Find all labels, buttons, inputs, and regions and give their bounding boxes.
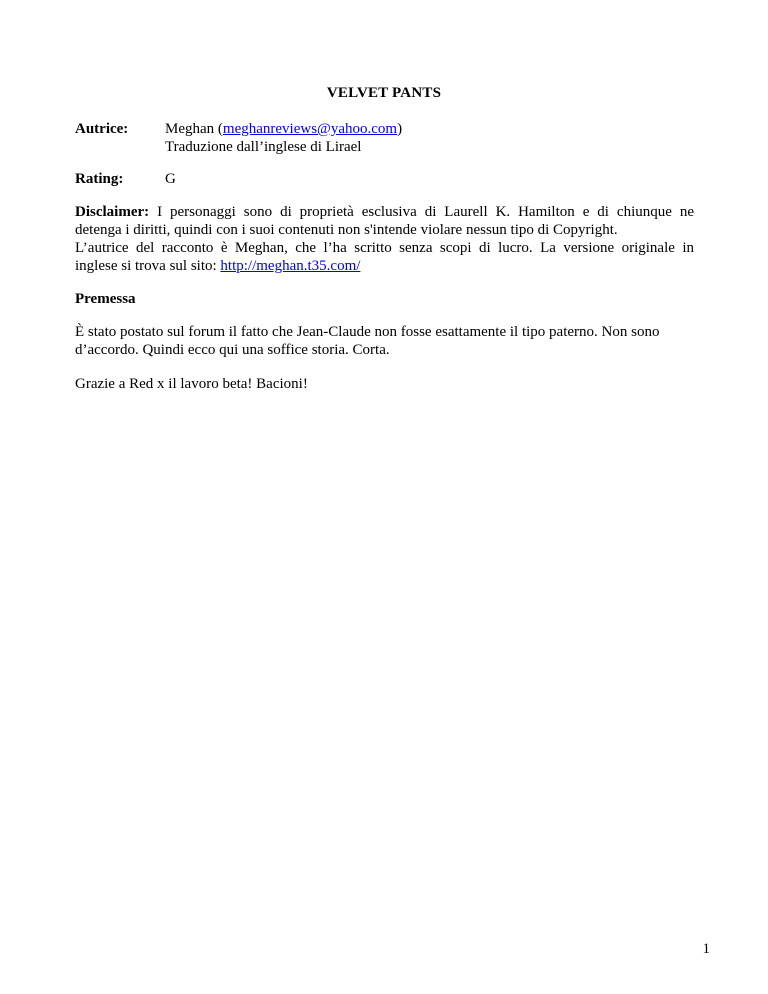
author-close-paren: ) xyxy=(397,121,403,137)
premessa-line-1: È stato postato sul forum il fatto che Jean-Claude non fosse esattamente il tipo paterno. Non sono xyxy=(75,324,660,340)
author-name: Meghan ( xyxy=(165,121,223,137)
rating-label: Rating: xyxy=(75,171,124,187)
author-email-link[interactable]: meghanreviews@yahoo.com xyxy=(222,121,398,137)
disclaimer-line-2: detenga i diritti, quindi con i suoi contenuti non s'intende violare nessun tipo di Copyright. xyxy=(75,222,618,238)
disclaimer-paragraph xyxy=(75,203,694,275)
premessa-heading: Premessa xyxy=(75,291,136,307)
rating-value: G xyxy=(165,171,176,187)
premessa-line-2: d’accordo. Quindi ecco qui una soffice storia. Corta. xyxy=(75,342,390,358)
translation-credit: Traduzione dall’inglese di Lirael xyxy=(165,139,362,155)
disclaimer-label: Disclaimer: xyxy=(75,204,150,220)
document-title: VELVET PANTS xyxy=(326,85,442,101)
disclaimer-line-4: inglese si trova sul sito: http://meghan.t35.com/ xyxy=(75,258,361,274)
original-site-link[interactable]: http://meghan.t35.com/ xyxy=(220,258,361,274)
premessa-paragraph xyxy=(75,323,694,359)
page-number: 1 xyxy=(702,941,710,957)
author-label: Autrice: xyxy=(75,121,129,137)
disclaimer-line-1: Disclaimer: I personaggi sono di proprietà esclusiva di Laurell K. Hamilton e di chiunque ne xyxy=(75,204,694,220)
thanks-line: Grazie a Red x il lavoro beta! Bacioni! xyxy=(75,376,308,392)
disclaimer-line-3: L’autrice del racconto è Meghan, che l’ha scritto senza scopi di lucro. La versione originale in xyxy=(75,240,694,256)
author-value xyxy=(165,120,402,138)
